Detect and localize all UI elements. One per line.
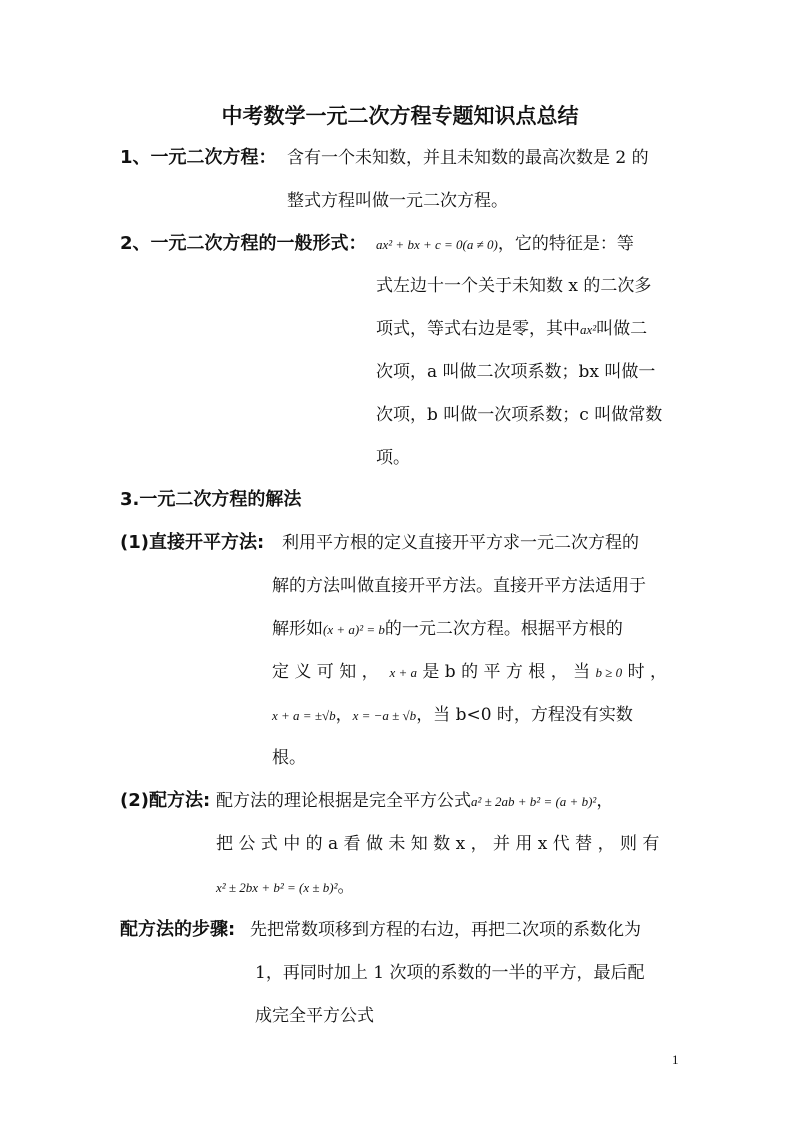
section-3-heading: 3.一元二次方程的解法 — [120, 489, 302, 510]
root-formula-2: x = −a ± √b — [352, 708, 417, 723]
method-1-line-1: 利用平方根的定义直接开平方求一元二次方程的 — [282, 533, 639, 553]
method-2-line-3 — [216, 869, 354, 906]
text-span: 时 ， — [627, 662, 667, 682]
steps-line-3: 成完全平方公式 — [255, 1006, 374, 1026]
text-span: ， — [596, 791, 614, 811]
square-formula-x: x² ± 2bx + b² = (x ± b)² — [216, 880, 338, 895]
text-span: 的一元二次方程。根据平方根的 — [384, 619, 623, 639]
square-formula: a² ± 2ab + b² = (a + b)² — [471, 794, 597, 809]
text-span: ， — [335, 705, 353, 725]
method-1-line-5 — [272, 697, 633, 734]
steps-line-1: 先把常数项移到方程的右边，再把二次项的系数化为 — [250, 920, 641, 940]
text-span: 叫做二 — [596, 319, 648, 339]
text-span: 项式，等式右边是零，其中 — [376, 319, 580, 339]
method-1-line-3 — [272, 611, 623, 648]
page-number: 1 — [672, 1052, 679, 1067]
method-1-line-2: 解的方法叫做直接开平方法。直接开平方法适用于 — [272, 576, 646, 596]
section-1-line-2: 整式方程叫做一元二次方程。 — [287, 191, 508, 211]
section-2-line-4: 次项，a 叫做二次项系数；bx 叫做一 — [376, 362, 656, 382]
general-form-tail: ，它的特征是：等 — [497, 234, 634, 254]
x-plus-a-formula: x + a — [389, 665, 417, 680]
ax2-formula: ax² — [580, 322, 597, 337]
section-2-line-2: 式左边十一个关于未知数 x 的二次多 — [376, 276, 652, 296]
section-1-line-1: 含有一个未知数，并且未知数的最高次数是 2 的 — [287, 148, 649, 168]
section-2-line-6: 项。 — [376, 448, 410, 468]
section-2-line-3 — [376, 311, 647, 348]
steps-line-2: 1，再同时加上 1 次项的系数的一半的平方，最后配 — [255, 963, 645, 983]
b-nonneg-formula: b ≥ 0 — [595, 665, 623, 680]
method-1-line-4 — [272, 654, 667, 691]
root-formula-1: x + a = ±√b — [272, 708, 336, 723]
page-title: 中考数学一元二次方程专题知识点总结 — [221, 104, 579, 128]
text-span: 是 b 的 平 方 根 ， 当 — [422, 662, 591, 682]
method-1-label: (1)直接开平方法: — [120, 532, 265, 553]
steps-label: 配方法的步骤: — [120, 919, 236, 940]
section-2-label: 2、一元二次方程的一般形式： — [120, 233, 367, 254]
general-form-formula: ax² + bx + c = 0(a ≠ 0) — [376, 237, 498, 252]
method-2-label: (2)配方法: — [120, 790, 211, 811]
text-span: 。 — [337, 877, 355, 897]
section-2-line-1 — [376, 226, 634, 263]
section-1-label: 1、一元二次方程： — [120, 147, 277, 168]
method-2-line-1 — [216, 783, 613, 820]
text-span: 配方法的理论根据是完全平方公式 — [216, 791, 471, 811]
text-span: ，当 b<0 时，方程没有实数 — [416, 705, 633, 725]
method-2-line-2: 把 公 式 中 的 a 看 做 未 知 数 x ， 并 用 x 代 替 ， 则 有 — [216, 834, 660, 854]
text-span: 解形如 — [272, 619, 323, 639]
section-2-line-5: 次项，b 叫做一次项系数；c 叫做常数 — [376, 405, 663, 425]
method-1-line-6: 根。 — [272, 748, 306, 768]
perfect-square-form: (x + a)² = b — [323, 622, 385, 637]
text-span: 定 义 可 知 ， — [272, 662, 379, 682]
